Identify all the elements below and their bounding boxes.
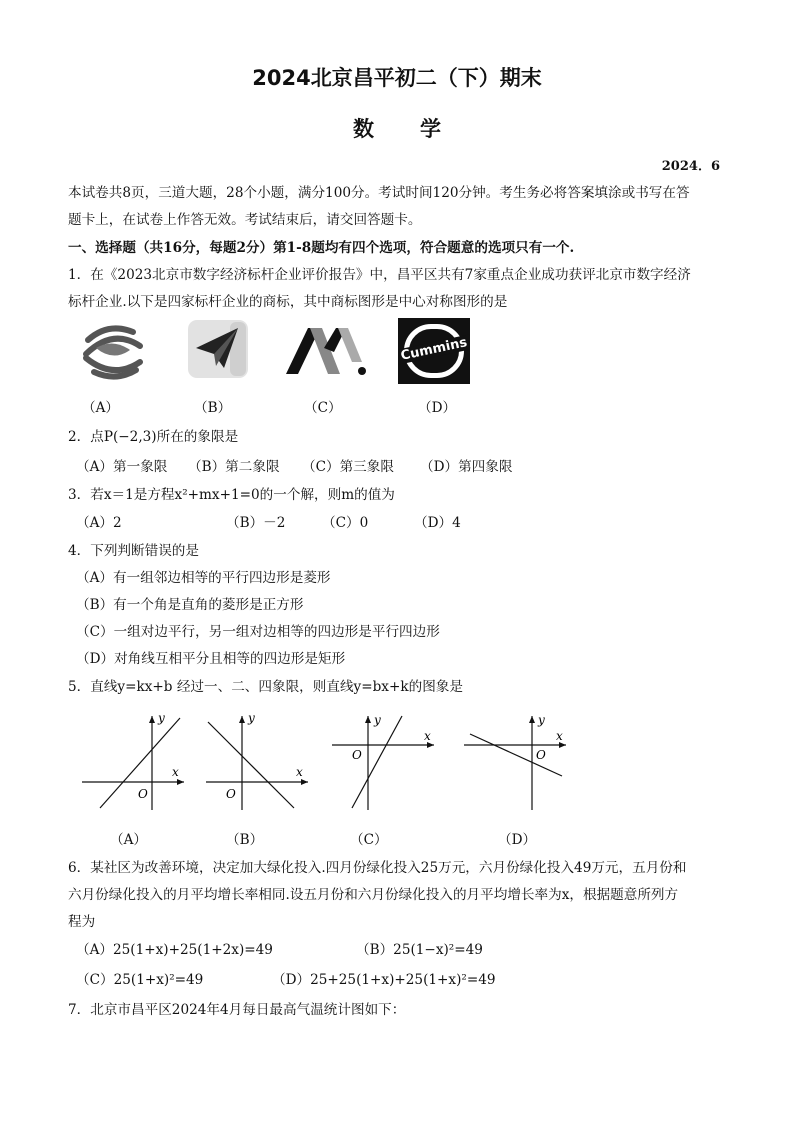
page-title: 2024北京昌平初二（下）期末 <box>252 66 542 90</box>
q5-label-a: （A） <box>110 832 148 848</box>
q6-option-b: （B）25(1−x)²=49 <box>356 942 483 958</box>
q1-label-a: （A） <box>82 400 120 416</box>
subject-char-2: 学 <box>420 117 441 141</box>
q6-option-d: （D）25+25(1+x)+25(1+x)²=49 <box>272 972 496 988</box>
axis-y-label: y <box>158 712 165 725</box>
axis-x-label: x <box>424 729 431 743</box>
q6-line-2: 六月份绿化投入的月平均增长率相同.设五月份和六月份绿化投入的月平均增长率为x，根据题意所列方 <box>68 887 679 903</box>
axis-x-label: x <box>172 765 179 779</box>
origin-label: O <box>536 748 546 762</box>
q1-line-1: 1．在《2023北京市数字经济标杆企业评价报告》中，昌平区共有7家重点企业成功获评北京市数字经济 <box>68 267 691 283</box>
axis-y-label: y <box>538 713 545 727</box>
axis-y-label: y <box>248 712 255 725</box>
q5-graph-d <box>462 712 572 812</box>
q2-option-b: （B）第二象限 <box>188 459 280 475</box>
intro-line-2: 题卡上，在试卷上作答无效。考试结束后，请交回答题卡。 <box>68 212 422 228</box>
q2-option-c: （C）第三象限 <box>302 459 394 475</box>
logo-a-image <box>78 318 148 384</box>
q1-line-2: 标杆企业.以下是四家标杆企业的商标，其中商标图形是中心对称图形的是 <box>68 294 508 310</box>
subject-char-1: 数 <box>353 117 374 141</box>
q5-label-c: （C） <box>350 832 388 848</box>
q3-option-a: （A）2 <box>76 515 122 531</box>
logo-b-image <box>186 318 250 380</box>
q4-option-d: （D）对角线互相平分且相等的四边形是矩形 <box>76 651 346 667</box>
q4-option-b: （B）有一个角是直角的菱形是正方形 <box>76 597 304 613</box>
q5-graph-c <box>330 712 440 812</box>
q3-stem: 3．若x＝1是方程x²+mx+1=0的一个解，则m的值为 <box>68 487 395 503</box>
q3-option-b: （B）－2 <box>226 515 286 531</box>
q2-option-a: （A）第一象限 <box>76 459 168 475</box>
origin-label: O <box>226 787 236 801</box>
q3-option-d: （D）4 <box>414 515 461 531</box>
intro-line-1: 本试卷共8页，三道大题，28个小题，满分100分。考试时间120分钟。考生务必将答案填涂或书写在答 <box>68 185 690 201</box>
q4-option-c: （C）一组对边平行，另一组对边相等的四边形是平行四边形 <box>76 624 440 640</box>
q5-graph-b <box>204 712 314 812</box>
q3-option-c: （C）0 <box>322 515 369 531</box>
subject-title <box>0 113 794 143</box>
exam-date: 2024．6 <box>661 159 720 174</box>
logo-d-image <box>398 318 470 384</box>
q1-label-c: （C） <box>304 400 342 416</box>
q2-stem: 2．点P(−2,3)所在的象限是 <box>68 429 239 445</box>
q4-option-a: （A）有一组邻边相等的平行四边形是菱形 <box>76 570 331 586</box>
q6-option-a: （A）25(1+x)+25(1+2x)=49 <box>76 942 273 958</box>
q1-label-b: （B） <box>194 400 232 416</box>
section-heading: 一、选择题（共16分，每题2分）第1-8题均有四个选项，符合题意的选项只有一个. <box>68 240 575 256</box>
logo-c-image <box>284 318 368 378</box>
q5-stem: 5．直线y=kx+b 经过一、二、四象限，则直线y=bx+k的图象是 <box>68 679 463 695</box>
logo-d-text: Cummins <box>398 334 470 364</box>
q2-option-d: （D）第四象限 <box>420 459 513 475</box>
q7-stem: 7．北京市昌平区2024年4月每日最高气温统计图如下： <box>68 1002 406 1018</box>
axis-x-label: x <box>556 729 563 743</box>
q4-stem: 4．下列判断错误的是 <box>68 543 199 559</box>
origin-label: O <box>352 748 362 762</box>
q6-line-1: 6．某社区为改善环境，决定加大绿化投入.四月份绿化投入25万元，六月份绿化投入49万元，五月份和 <box>68 860 687 876</box>
axis-y-label: y <box>374 713 381 727</box>
q1-label-d: （D） <box>418 400 457 416</box>
origin-label: O <box>138 787 148 801</box>
q6-option-c: （C）25(1+x)²=49 <box>76 972 204 988</box>
q6-line-3: 程为 <box>68 914 96 930</box>
q5-label-d: （D） <box>498 832 537 848</box>
q5-graph-a <box>80 712 190 812</box>
axis-x-label: x <box>296 765 303 779</box>
q5-label-b: （B） <box>226 832 264 848</box>
